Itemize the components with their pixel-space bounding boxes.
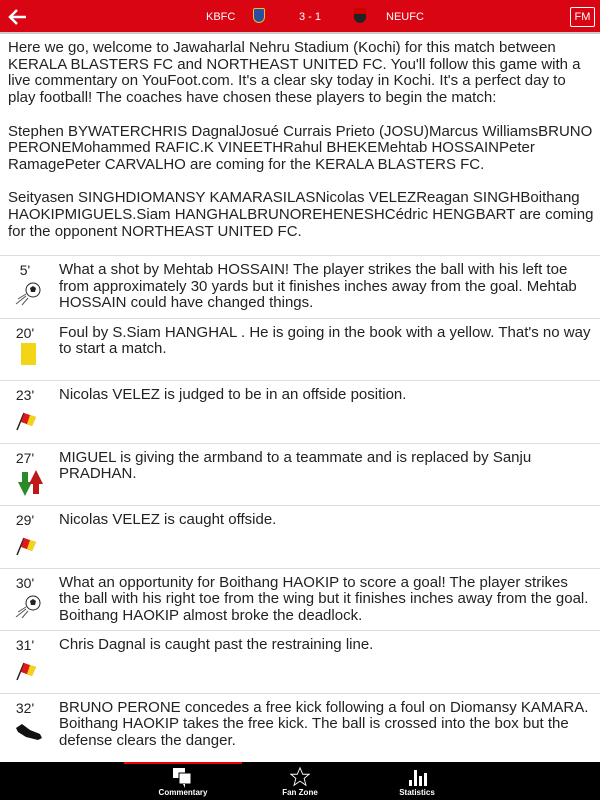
bottom-nav [0, 762, 600, 800]
event-minute: 23' [15, 387, 35, 403]
intro-paragraph: Here we go, welcome to Jawaharlal Nehru Stadium (Kochi) for this match between KERALA BLASTERS FC and NORTHEAST UNITED FC. You'll follow this game with a live commentary on YouFoot.com. It's a clear sky today in Kochi. It's a perfect day to play football! The coaches have chosen these players to begin the match: [8, 39, 581, 107]
commentary-item [0, 630, 600, 693]
away-lineup: Seityasen SINGHDIOMANSY KAMARASILASNicolas VELEZReagan SINGHBoithang HAOKIPMIGUELS.Siam HANGHALBRUNOREHENESHCédric HENGBART are coming for the opponent NORTHEAST UNITED FC. [8, 189, 594, 240]
offside-icon [14, 655, 44, 681]
intro-text [8, 40, 594, 257]
commentary-list [0, 255, 600, 755]
offside-icon [14, 530, 44, 556]
event-text: What an opportunity for Boithang HAOKIP to score a goal! The player strikes the ball with his right toe from the wing but it finishes inches away from the goal. Boithang HAOKIP almost broke the deadlock. [59, 573, 589, 624]
free-kick-icon [14, 718, 44, 744]
commentary-item [0, 505, 600, 568]
commentary-icon [171, 767, 195, 789]
event-minute: 27' [15, 449, 35, 466]
event-minute: 32' [15, 699, 35, 716]
tab-label: Statistics [399, 788, 435, 797]
away-team: NEUFC [386, 11, 424, 23]
shot-icon [14, 280, 44, 306]
star-icon [289, 766, 311, 788]
tab-label: Commentary [158, 788, 208, 797]
event-text: Nicolas VELEZ is judged to be in an offside position. [59, 386, 407, 403]
score: 3 - 1 [299, 11, 322, 23]
commentary-item [0, 255, 600, 318]
fm-button[interactable]: FM [570, 7, 595, 27]
tab-commentary[interactable] [124, 762, 242, 800]
substitution-icon [14, 468, 44, 494]
commentary-item [0, 443, 600, 506]
tab-statistics[interactable] [358, 762, 476, 800]
commentary-item [0, 568, 600, 631]
event-text: Chris Dagnal is caught past the restraining line. [59, 636, 374, 653]
home-lineup: Stephen BYWATERCHRIS DagnalJosué Currais Prieto (JOSU)Marcus WilliamsBRUNO PERONEMohammed RAFIC.K VINEETHRahul BHEKEMehtab HOSSAINPeter RamagePeter CARVALHO are coming for the KERALA BLASTERS FC. [8, 122, 593, 173]
bar-chart-icon [406, 766, 428, 788]
home-team: KBFC [206, 11, 236, 23]
event-text: BRUNO PERONE concedes a free kick following a foul on Diomansy KAMARA. Boithang HAOKIP takes the free kick. The ball is crossed into the box but the defense clears the danger. [59, 698, 589, 749]
tab-fan-zone[interactable] [241, 762, 359, 800]
event-minute: 20' [15, 324, 35, 341]
commentary-item [0, 693, 600, 756]
commentary-item [0, 318, 600, 381]
event-minute: 5' [19, 262, 31, 278]
yellow-card-icon [14, 343, 44, 369]
back-arrow-icon[interactable] [6, 5, 30, 29]
commentary-item [0, 380, 600, 443]
event-text: What a shot by Mehtab HOSSAIN! The player strikes the ball with his left toe from approximately 30 yards but it finishes inches away from the goal. Mehtab HOSSAIN could have changed things. [59, 261, 577, 312]
event-minute: 31' [15, 637, 35, 653]
event-text: Nicolas VELEZ is caught offside. [59, 511, 277, 528]
event-text: MIGUEL is giving the armband to a teammate and is replaced by Sanju PRADHAN. [59, 448, 532, 483]
event-minute: 29' [15, 512, 35, 528]
shot-icon [14, 593, 44, 619]
event-minute: 30' [15, 574, 35, 591]
offside-icon [14, 405, 44, 431]
event-text: Foul by S.Siam HANGHAL . He is going in the book with a yellow. That's no way to start a match. [59, 323, 591, 358]
home-crest-icon [253, 8, 265, 23]
match-header [0, 0, 600, 34]
away-crest-icon [354, 8, 366, 23]
tab-label: Fan Zone [282, 788, 318, 797]
